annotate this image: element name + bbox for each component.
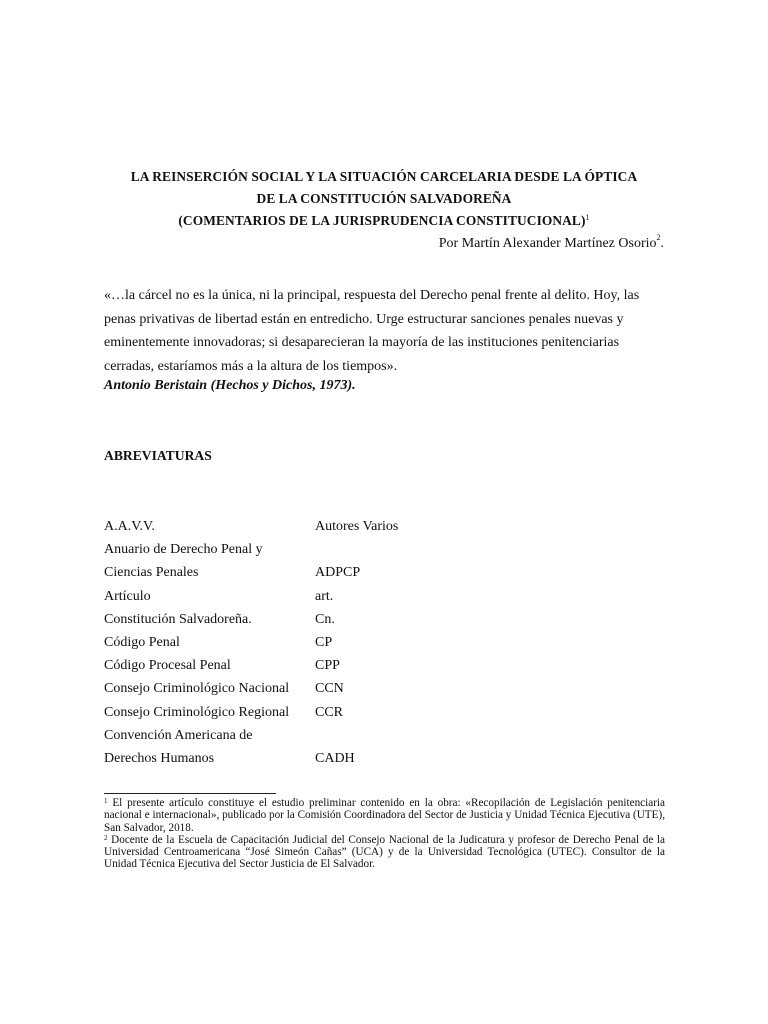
abbreviation-row: [104, 538, 504, 561]
footnotes: [104, 797, 665, 871]
epigraph-line: cerradas, estaríamos más a la altura de los tiempos».: [104, 358, 398, 374]
abbreviation-code: CPP: [315, 658, 340, 674]
abbreviation-term: Código Penal: [104, 634, 180, 650]
footnote-marker: 1: [104, 797, 108, 805]
abbreviation-row: [104, 701, 504, 724]
abbreviation-term: Artículo: [104, 588, 151, 604]
abbreviations-heading: ABREVIATURAS: [104, 448, 212, 463]
abbreviation-code: CCR: [315, 704, 344, 720]
epigraph-quote: [104, 284, 664, 378]
abbreviation-row: [104, 747, 504, 770]
abbreviation-row: [104, 608, 504, 631]
abbreviation-row: [104, 654, 504, 677]
abbreviation-term: Constitución Salvadoreña.: [104, 611, 252, 627]
abbreviation-code: Cn.: [315, 611, 335, 627]
abbreviation-row: [104, 585, 504, 608]
abbreviation-code: Autores Varios: [315, 519, 399, 534]
epigraph-line: eminentemente innovadoras; si desaparecieran la mayoría de las instituciones penitenciarias: [104, 335, 620, 350]
title-line-3-text: (COMENTARIOS DE LA JURISPRUDENCIA CONSTITUCIONAL): [178, 213, 586, 228]
abbreviation-term: Ciencias Penales: [104, 565, 199, 581]
epigraph-source: Antonio Beristain (Hechos y Dichos, 1973).: [104, 378, 356, 393]
title-line-2: DE LA CONSTITUCIÓN SALVADOREÑA: [256, 191, 512, 206]
abbreviation-code: CCN: [315, 681, 344, 697]
footnote-text: Docente de la Escuela de Capacitación Judicial del Consejo Nacional de la Judicatura y profesor de Derecho Penal de la Universidad Centroamericana “José Simeón Cañas” (UCA) y de la Universidad Tecnológica (UTEC). Consultor de la Unidad Técnica Ejecutiva del Sector Justicia de El Salvador.: [104, 833, 666, 871]
footnote-divider: [104, 793, 276, 794]
abbreviation-term: A.A.V.V.: [104, 519, 155, 534]
abbreviation-term: Consejo Criminológico Nacional: [104, 681, 290, 697]
abbreviation-term: Convención Americana de: [104, 727, 253, 743]
abbreviation-row: [104, 515, 504, 538]
title-line-1: LA REINSERCIÓN SOCIAL Y LA SITUACIÓN CARCELARIA DESDE LA ÓPTICA: [130, 169, 638, 184]
abbreviation-term: Código Procesal Penal: [104, 658, 231, 674]
abbreviation-code: CP: [315, 634, 333, 650]
footnote-ref-2[interactable]: 2: [656, 233, 661, 242]
footnote-marker: 2: [104, 833, 108, 842]
footnote-text: El presente artículo constituye el estudio preliminar contenido en la obra: «Recopilación de Legislación penitenciaria nacional e internacional», publicado por la Comisión Coordinadora del Sector de Justicia y Unidad Técnica Ejecutiva (UTE), San Salvador, 2018.: [104, 797, 666, 834]
abbreviation-term: Consejo Criminológico Regional: [104, 704, 290, 720]
author-byline: [438, 233, 664, 252]
footnote-ref-1[interactable]: 1: [585, 213, 590, 222]
abbreviation-row: [104, 631, 504, 654]
abbreviation-term: Derechos Humanos: [104, 750, 215, 766]
epigraph-line: penas privativas de libertad están en entredicho. Urge estructurar sanciones penales nuevas y: [104, 311, 624, 327]
abbreviation-code: art.: [315, 588, 334, 604]
abbreviation-term: Anuario de Derecho Penal y: [104, 542, 263, 558]
epigraph-line: «…la cárcel no es la única, ni la principal, respuesta del Derecho penal frente al delito. Hoy, las: [104, 288, 640, 303]
document-title: [104, 166, 664, 232]
abbreviation-row: [104, 724, 504, 747]
abbreviation-row: [104, 561, 504, 584]
abbreviation-row: [104, 677, 504, 700]
abbreviations-list: [104, 515, 504, 770]
footnote-2: [104, 834, 665, 871]
footnote-1: [104, 797, 665, 834]
abbreviation-code: CADH: [315, 750, 355, 766]
title-line-3: [104, 210, 664, 232]
author-name: Por Martín Alexander Martínez Osorio: [438, 236, 657, 251]
abbreviation-code: ADPCP: [315, 565, 361, 581]
author-trailing: .: [660, 236, 664, 251]
